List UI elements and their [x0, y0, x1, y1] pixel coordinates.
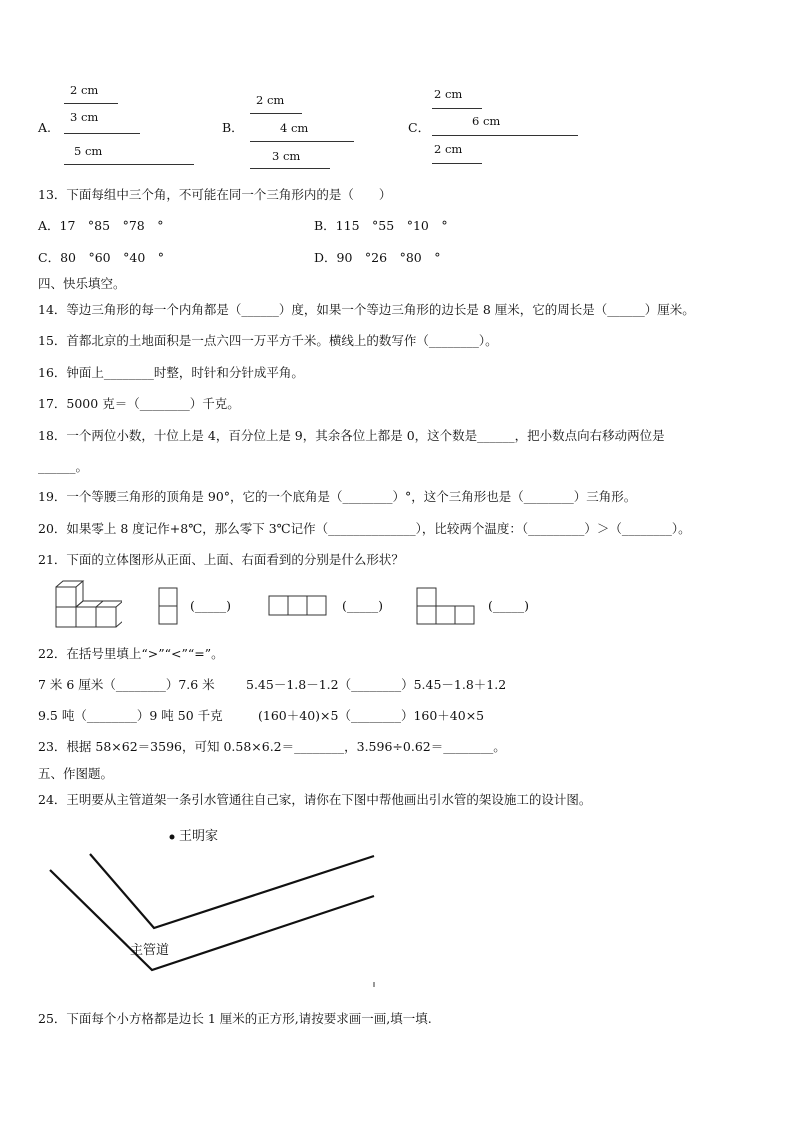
front-view-figure [158, 587, 180, 627]
segment-label: 5 cm [74, 144, 103, 158]
home-dot [170, 835, 175, 840]
question-25: 25．下面每个小方格都是边长 1 厘米的正方形,请按要求画一画,填一填. [38, 1011, 432, 1026]
segment-label: 2 cm [256, 93, 285, 107]
segment-label: 2 cm [70, 83, 99, 97]
answer-blank[interactable]: (_____) [342, 598, 384, 613]
segment-label: 2 cm [434, 142, 463, 156]
question-22-item: 7 米 6 厘米（________）7.6 米 [38, 677, 215, 692]
home-label: 王明家 [179, 829, 219, 844]
option-letter: C． [408, 120, 431, 135]
top-view-figure [268, 595, 330, 617]
3d-cube-figure [46, 580, 122, 630]
answer-blank[interactable]: (_____) [488, 598, 530, 613]
section-5-heading: 五、作图题。 [38, 766, 114, 781]
option-letter: A. [38, 120, 52, 135]
section-4-heading: 四、快乐填空。 [38, 276, 126, 291]
option-letter: B． [222, 120, 244, 135]
pipe-diagram [46, 820, 380, 990]
segment-label: 4 cm [280, 121, 309, 135]
main-pipe-label: 主管道 [130, 943, 170, 958]
right-view-figure [416, 587, 476, 627]
segment-label: 3 cm [70, 110, 99, 124]
question-13-option-c: C．80 °60 °40 ° [38, 250, 165, 265]
question-18-line2: ______。 [38, 459, 89, 474]
question-16: 16．钟面上________时整，时针和分针成平角。 [38, 365, 304, 380]
question-22-item: 5.45－1.8－1.2（________）5.45－1.8＋1.2 [246, 677, 507, 692]
question-24-stem: 24．王明要从主管道架一条引水管通往自己家，请你在下图中帮他画出引水管的架设施工的设计图。 [38, 792, 592, 807]
question-20: 20．如果零上 8 度记作+8℃，那么零下 3℃记作（______________），比较两个温度：（_________）＞（________）。 [38, 521, 691, 536]
segment-label: 2 cm [434, 87, 463, 101]
question-22-item: (160＋40)×5（________）160＋40×5 [258, 708, 485, 723]
question-18-line1: 18．一个两位小数，十位上是 4，百分位上是 9，其余各位上都是 0，这个数是______，把小数点向右移动两位是 [38, 428, 665, 443]
question-15: 15．首都北京的土地面积是一点六四一万平方千米。横线上的数写作（________）。 [38, 333, 498, 348]
question-19: 19．一个等腰三角形的顶角是 90°，它的一个底角是（________）°，这个三角形也是（________）三角形。 [38, 489, 637, 504]
question-22-stem: 22．在括号里填上“>”“<”“=”。 [38, 646, 224, 661]
question-13-option-a: A．17 °85 °78 ° [38, 218, 164, 233]
question-13-stem: 13．下面每组中三个角，不可能在同一个三角形内的是（ ） [38, 187, 392, 202]
segment-label: 3 cm [272, 149, 301, 163]
question-13-option-b: B．115 °55 °10 ° [314, 218, 448, 233]
question-17: 17．5000 克＝（________）千克。 [38, 396, 240, 411]
question-22-item: 9.5 吨（________）9 吨 50 千克 [38, 708, 223, 723]
question-13-option-d: D．90 °26 °80 ° [314, 250, 441, 265]
segment-label: 6 cm [472, 114, 501, 128]
question-14: 14．等边三角形的每一个内角都是（______）度，如果一个等边三角形的边长是 8 厘米，它的周长是（______）厘米。 [38, 302, 695, 317]
answer-blank[interactable]: (_____) [190, 598, 232, 613]
question-21-stem: 21．下面的立体图形从正面、上面、右面看到的分别是什么形状？ [38, 552, 404, 567]
question-23: 23．根据 58×62＝3596，可知 0.58×6.2＝________，3.596÷0.62＝________。 [38, 739, 506, 754]
